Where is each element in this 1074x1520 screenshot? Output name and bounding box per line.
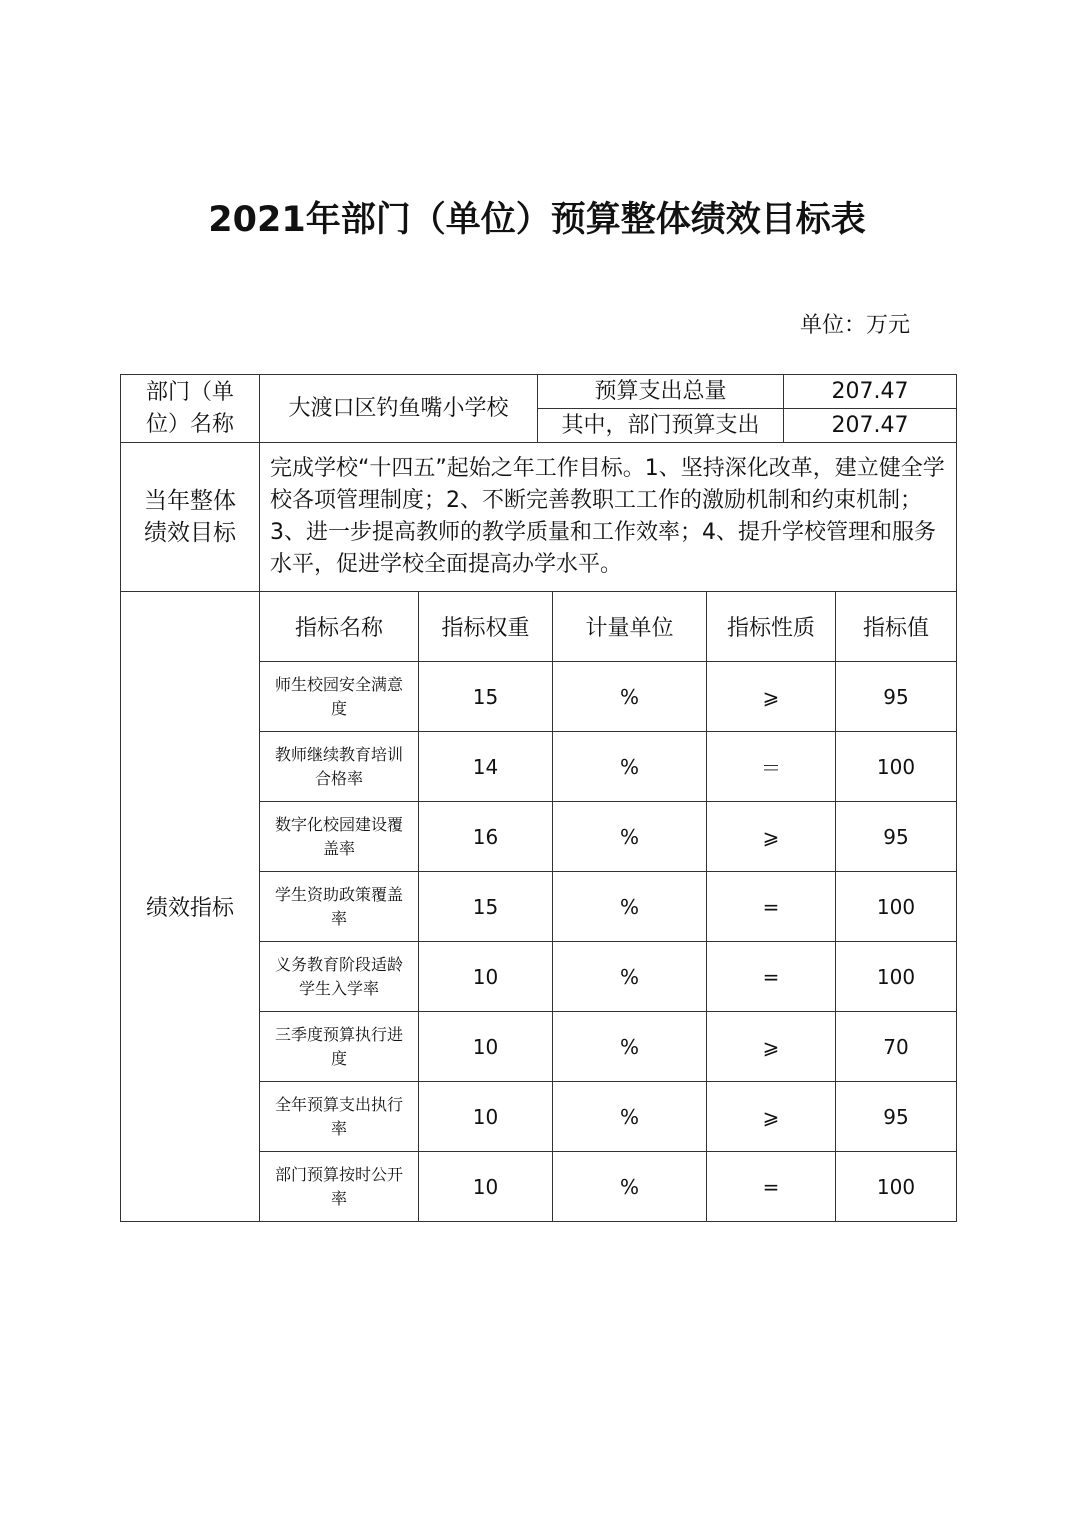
header-cell: 指标权重 (419, 592, 553, 662)
indicator-nature: ⩾ (707, 802, 836, 872)
indicator-nature: = (707, 872, 836, 942)
indicator-value: 100 (836, 1152, 957, 1222)
indicator-weight: 14 (419, 732, 553, 802)
indicator-name: 学生资助政策覆盖率 (260, 872, 419, 942)
dept-budget-label: 其中，部门预算支出 (538, 409, 784, 443)
indicator-value: 95 (836, 802, 957, 872)
indicator-name: 全年预算支出执行率 (260, 1082, 419, 1152)
indicator-weight: 15 (419, 662, 553, 732)
indicator-unit: % (553, 662, 707, 732)
unit-label: 单位：万元 (800, 313, 911, 338)
indicator-value: 70 (836, 1012, 957, 1082)
header-cell: 指标值 (836, 592, 957, 662)
indicator-nature: = (707, 1152, 836, 1222)
header-row (121, 592, 957, 662)
info-table (120, 374, 957, 592)
indicator-weight: 16 (419, 802, 553, 872)
total-label: 预算支出总量 (538, 375, 784, 409)
indicator-name: 部门预算按时公开率 (260, 1152, 419, 1222)
indicator-name: 数字化校园建设覆盖率 (260, 802, 419, 872)
indicator-value: 100 (836, 732, 957, 802)
indicator-value: 100 (836, 872, 957, 942)
indicator-unit: % (553, 872, 707, 942)
indicator-value: 95 (836, 662, 957, 732)
indicator-nature: ＝ (707, 732, 836, 802)
header-cell: 指标性质 (707, 592, 836, 662)
indicator-name: 师生校园安全满意度 (260, 662, 419, 732)
indicator-weight: 10 (419, 1012, 553, 1082)
indicator-value: 95 (836, 1082, 957, 1152)
dept-label: 部门（单位）名称 (121, 375, 260, 443)
indicator-unit: % (553, 1082, 707, 1152)
indicator-weight: 10 (419, 1082, 553, 1152)
indicator-name: 教师继续教育培训合格率 (260, 732, 419, 802)
header-cell: 计量单位 (553, 592, 707, 662)
indicator-weight: 10 (419, 1152, 553, 1222)
total-value: 207.47 (784, 375, 957, 409)
indicator-table (120, 591, 957, 1222)
indicator-unit: % (553, 732, 707, 802)
section-label: 绩效指标 (121, 592, 260, 1222)
indicator-name: 义务教育阶段适龄学生入学率 (260, 942, 419, 1012)
header-cell: 指标名称 (260, 592, 419, 662)
indicator-unit: % (553, 1152, 707, 1222)
indicator-nature: = (707, 942, 836, 1012)
document-title: 2021年部门（单位）预算整体绩效目标表 (208, 200, 866, 240)
dept-budget-value: 207.47 (784, 409, 957, 443)
indicator-value: 100 (836, 942, 957, 1012)
indicator-nature: ⩾ (707, 662, 836, 732)
indicator-unit: % (553, 1012, 707, 1082)
goal-label: 当年整体绩效目标 (121, 443, 260, 592)
dept-name: 大渡口区钓鱼嘴小学校 (260, 375, 538, 443)
indicator-name: 三季度预算执行进度 (260, 1012, 419, 1082)
indicator-unit: % (553, 802, 707, 872)
goal-text: 完成学校“十四五”起始之年工作目标。1、坚持深化改革，建立健全学校各项管理制度；2、不断完善教职工工作的激励机制和约束机制；3、进一步提高教师的教学质量和工作效率；4、提升学校管理和服务水平，促进学校全面提高办学水平。 (260, 443, 957, 592)
indicator-unit: % (553, 942, 707, 1012)
indicator-nature: ⩾ (707, 1082, 836, 1152)
indicator-weight: 15 (419, 872, 553, 942)
indicator-weight: 10 (419, 942, 553, 1012)
indicator-nature: ⩾ (707, 1012, 836, 1082)
